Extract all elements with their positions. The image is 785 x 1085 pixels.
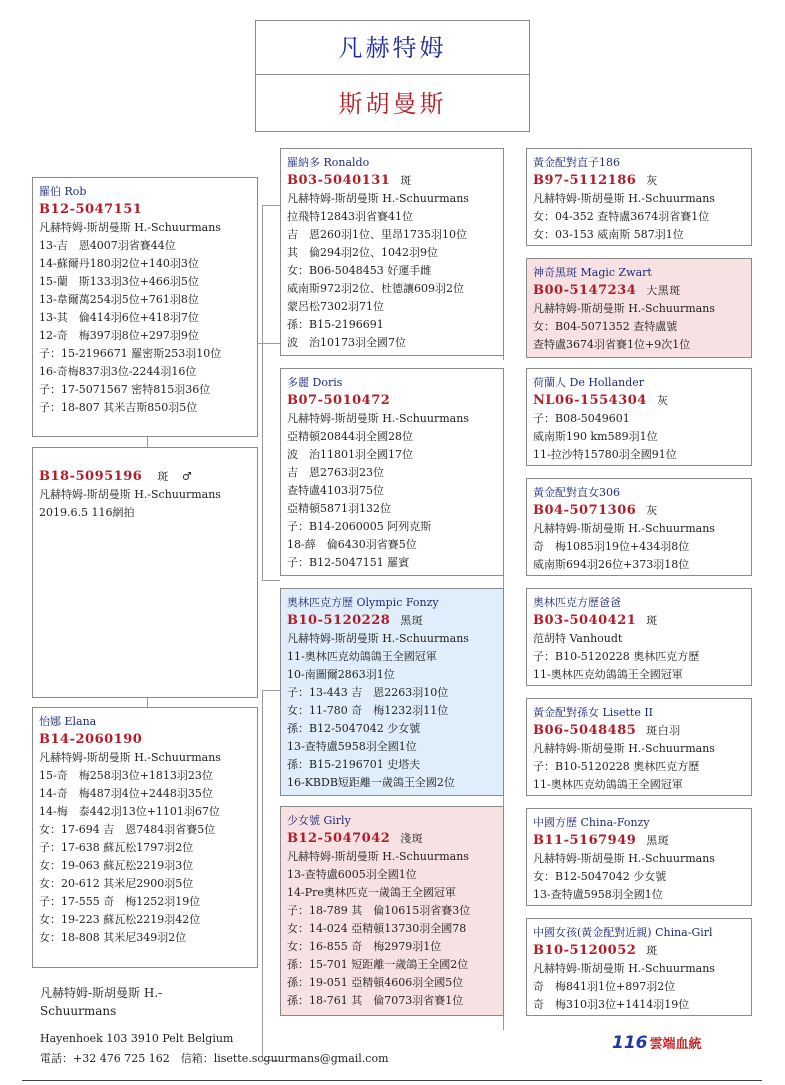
bird-name: 中國方歷 China-Fonzy <box>533 816 650 829</box>
ggp-box-1 <box>526 148 752 246</box>
bird-name: 怡娜 Elana <box>39 715 97 728</box>
ggp-box-2 <box>526 258 752 358</box>
page-subtitle: 斯胡曼斯 <box>338 90 447 118</box>
info-line: 孫：B15-2196691 <box>287 318 384 331</box>
info-line: 凡赫特姆-斯胡曼斯 H.-Schuurmans <box>533 852 715 865</box>
info-line: 14-蘇爾丹180羽2位+140羽3位 <box>39 257 199 270</box>
ggp-box-5 <box>526 588 752 686</box>
dam-box <box>32 707 258 968</box>
info-line: 孫：19-051 亞精頓4606羽全國5位 <box>287 976 464 989</box>
info-line: 子：B10-5120228 奧林匹克方歷 <box>533 760 700 773</box>
info-line: 凡赫特姆-斯胡曼斯 H.-Schuurmans <box>287 632 469 645</box>
info-line: 子：B10-5120228 奧林匹克方歷 <box>533 650 700 663</box>
male-symbol-icon: ♂ <box>181 470 193 483</box>
ring-code: B12-5047042 <box>287 831 391 846</box>
info-line: 其 倫294羽2位、1042羽9位 <box>287 246 438 259</box>
info-line: 凡赫特姆-斯胡曼斯 H.-Schuurmans <box>39 751 221 764</box>
subject-box <box>32 447 258 698</box>
bird-color: 灰 <box>646 504 658 517</box>
bird-name: 羅伯 Rob <box>39 185 87 198</box>
connector-line <box>262 205 263 581</box>
title-box-bottom <box>255 74 530 132</box>
grandsire-paternal-box <box>280 148 504 356</box>
info-line: 14-奇 梅487羽4位+2448羽35位 <box>39 787 213 800</box>
info-line: 16-奇梅837羽3位-2244羽16位 <box>39 365 197 378</box>
info-line: 凡赫特姆-斯胡曼斯 H.-Schuurmans <box>533 522 715 535</box>
bird-color: 淺斑 <box>400 832 424 845</box>
info-line: 蒙呂松7302羽71位 <box>287 300 384 313</box>
connector-line <box>258 343 280 344</box>
ring-number <box>533 172 745 190</box>
info-line: 凡赫特姆-斯胡曼斯 H.-Schuurmans <box>39 488 221 501</box>
info-line: 女：04-352 查特盧3674羽省賽1位 <box>533 210 710 223</box>
ring-code: B04-5071306 <box>533 503 637 518</box>
bird-color: 斑 <box>646 944 658 957</box>
ring-code: B03-5040131 <box>287 173 391 188</box>
ring-number: B14-2060190 <box>39 732 143 747</box>
info-line: 子：B08-5049601 <box>533 412 630 425</box>
info-line: 11-奧林匹克幼鴿鴿王全國冠軍 <box>287 650 437 663</box>
ring-code: B03-5040421 <box>533 613 637 628</box>
info-line: 15-蘭 斯133羽3位+466羽5位 <box>39 275 199 288</box>
contact-info: 電話：+32 476 725 162 信箱：lisette.scguurmans@gmail.com <box>40 1052 389 1065</box>
bird-name: 少女號 Girly <box>287 814 351 827</box>
info-line: 波 治10173羽全國7位 <box>287 336 406 349</box>
info-line: 凡赫特姆-斯胡曼斯 H.-Schuurmans <box>533 302 715 315</box>
ring-number <box>533 282 745 300</box>
info-line: 奇 梅1085羽19位+434羽8位 <box>533 540 690 553</box>
info-line: 14-梅 泰442羽13位+1101羽67位 <box>39 805 220 818</box>
info-line: 子：17-555 奇 梅1252羽19位 <box>39 895 201 908</box>
info-line: 11-奧林匹克幼鴿鴿王全國冠軍 <box>533 668 683 681</box>
bird-name: 黃金配對直女306 <box>533 486 620 499</box>
logo-number: 116 <box>612 1033 648 1053</box>
breeder-name-line1: 凡赫特姆-斯胡曼斯 H.- <box>40 986 163 1000</box>
info-line: 13-其 倫414羽6位+418羽7位 <box>39 311 199 324</box>
page-title: 凡赫特姆 <box>338 34 447 62</box>
connector-line <box>262 690 263 1060</box>
bird-color: 黑斑 <box>400 614 424 627</box>
ring-number <box>287 392 497 410</box>
info-line: 女：18-808 其米尼349羽2位 <box>39 931 187 944</box>
info-line: 11-奧林匹克幼鴿鴿王全國冠軍 <box>533 778 683 791</box>
info-line: 拉飛特12843羽省賽41位 <box>287 210 413 223</box>
ring-number <box>287 612 497 630</box>
info-line: 查特盧3674羽省賽1位+9次1位 <box>533 338 691 351</box>
info-line: 女：19-223 蘇瓦松2219羽42位 <box>39 913 201 926</box>
info-line: 子：18-807 其米吉斯850羽5位 <box>39 401 198 414</box>
info-line: 女：19-063 蘇瓦松2219羽3位 <box>39 859 194 872</box>
info-line: 女：B04-5071352 查特盧號 <box>533 320 678 333</box>
info-line: 子：B14-2060005 阿列克斯 <box>287 520 432 533</box>
info-line: 13-查特盧6005羽全國1位 <box>287 868 417 881</box>
ring-code: NL06-1554304 <box>533 393 647 408</box>
info-line: 女：03-153 威南斯 587羽1位 <box>533 228 684 241</box>
info-line: 12-奇 梅397羽8位+297羽9位 <box>39 329 199 342</box>
info-line: 15-奇 梅258羽3位+1813羽23位 <box>39 769 213 782</box>
grandsire-maternal-box <box>280 588 504 796</box>
info-line: 孫：B12-5047042 少女號 <box>287 722 421 735</box>
info-line: 子：B12-5047151 羅賓 <box>287 556 410 569</box>
ring-number <box>533 722 745 740</box>
ring-number <box>533 612 745 630</box>
info-line: 凡赫特姆-斯胡曼斯 H.-Schuurmans <box>287 192 469 205</box>
ring-number <box>533 392 745 410</box>
connector-line <box>147 697 148 707</box>
ring-number: B12-5047151 <box>39 202 143 217</box>
info-line: 凡赫特姆-斯胡曼斯 H.-Schuurmans <box>287 850 469 863</box>
ring-code: B00-5147234 <box>533 283 637 298</box>
bird-color: 斑 <box>646 614 658 627</box>
ggp-box-7 <box>526 808 752 906</box>
info-line: 孫：B15-2196701 史塔夫 <box>287 758 421 771</box>
sire-box <box>32 177 258 437</box>
info-line: 女：B12-5047042 少女號 <box>533 870 667 883</box>
bird-color: 斑 <box>157 470 169 483</box>
connector-line <box>262 580 280 581</box>
info-line: 威南斯190 km589羽1位 <box>533 430 658 443</box>
bird-color: 斑 <box>400 174 412 187</box>
info-line: 14-Pre奧林匹克一歲鴿王全國冠軍 <box>287 886 456 899</box>
info-line: 凡赫特姆-斯胡曼斯 H.-Schuurmans <box>533 742 715 755</box>
bird-color: 黑斑 <box>646 834 670 847</box>
info-line: 奇 梅841羽1位+897羽2位 <box>533 980 676 993</box>
connector-line <box>262 205 280 206</box>
ring-code: B97-5112186 <box>533 173 637 188</box>
logo-text: 雲端血統 <box>649 1037 702 1052</box>
info-line: 子：18-789 其 倫10615羽省賽3位 <box>287 904 471 917</box>
info-line: 子：15-2196671 羅密斯253羽10位 <box>39 347 222 360</box>
bird-name: 中國女孩(黃金配對近親) China-Girl <box>533 926 713 939</box>
info-line: 16-KBDB短距離一歲鴿王全國2位 <box>287 776 455 789</box>
breeder-name <box>40 984 162 1020</box>
bird-name: 黃金配對直子186 <box>533 156 620 169</box>
ggp-box-3 <box>526 368 752 466</box>
info-line: 子：13-443 吉 恩2263羽10位 <box>287 686 449 699</box>
ggp-box-6 <box>526 698 752 796</box>
ring-code: B06-5048485 <box>533 723 637 738</box>
info-line: 13-查特盧5958羽全國1位 <box>287 740 417 753</box>
ring-code: B07-5010472 <box>287 393 391 408</box>
ring-number <box>533 502 745 520</box>
title-box-top <box>255 20 530 75</box>
info-line: 13-韋爾萬254羽5位+761羽8位 <box>39 293 199 306</box>
info-line: 女：B06-5048453 好運手雌 <box>287 264 432 277</box>
bird-color: 灰 <box>656 394 669 407</box>
bird-name: 黃金配對孫女 Lisette II <box>533 706 654 719</box>
info-line: 吉 恩2763羽23位 <box>287 466 384 479</box>
info-line: 波 治11801羽全國17位 <box>287 448 413 461</box>
info-line: 女：14-024 亞精頓13730羽全國78 <box>287 922 467 935</box>
info-line: 奇 梅310羽3位+1414羽19位 <box>533 998 690 1011</box>
info-line: 13-查特盧5958羽全國1位 <box>533 888 663 901</box>
bird-name: 奧林匹克方歷爸爸 <box>533 596 621 609</box>
info-line: 女：11-780 奇 梅1232羽11位 <box>287 704 449 717</box>
info-line: 孫：18-761 其 倫7073羽省賽1位 <box>287 994 464 1007</box>
info-line: 凡赫特姆-斯胡曼斯 H.-Schuurmans <box>533 962 715 975</box>
breeder-name-line2: Schuurmans <box>40 1004 117 1018</box>
info-line: 2019.6.5 116網拍 <box>39 506 135 519</box>
info-line: 10-南圖爾2863羽1位 <box>287 668 395 681</box>
bird-name: 多麗 Doris <box>287 376 343 389</box>
address: Hayenhoek 103 3910 Pelt Belgium <box>40 1032 234 1045</box>
info-line: 凡赫特姆-斯胡曼斯 H.-Schuurmans <box>287 412 469 425</box>
subject-ring: B18-5095196 <box>39 469 143 484</box>
connector-line <box>262 690 280 691</box>
info-line: 女：17-694 吉 恩7484羽省賽5位 <box>39 823 216 836</box>
info-line: 凡赫特姆-斯胡曼斯 H.-Schuurmans <box>39 221 221 234</box>
ring-code: B10-5120228 <box>287 613 391 628</box>
info-line: 女：16-855 奇 梅2979羽1位 <box>287 940 442 953</box>
ggp-box-4 <box>526 478 752 576</box>
ring-code: B11-5167949 <box>533 833 637 848</box>
ring-code: B10-5120052 <box>533 943 637 958</box>
info-line: 范胡特 Vanhoudt <box>533 632 623 645</box>
ggp-box-8 <box>526 918 752 1016</box>
info-line: 子：17-5071567 密特815羽36位 <box>39 383 211 396</box>
info-line: 子：17-638 蘇瓦松1797羽2位 <box>39 841 194 854</box>
bird-name: 奧林匹克方歷 Olympic Fonzy <box>287 596 439 609</box>
info-line: 11-拉沙特15780羽全國91位 <box>533 448 677 461</box>
ring-number <box>533 832 745 850</box>
bird-name: 神奇黑斑 Magic Zwart <box>533 266 652 279</box>
info-line: 亞精頓20844羽全國28位 <box>287 430 413 443</box>
bird-name: 荷蘭人 De Hollander <box>533 376 645 389</box>
bird-color: 灰 <box>646 174 658 187</box>
ring-number <box>39 468 251 486</box>
ring-number <box>287 172 497 190</box>
info-line: 威南斯972羽2位、杜德讓609羽2位 <box>287 282 464 295</box>
info-line: 吉 恩260羽1位、里昂1735羽10位 <box>287 228 467 241</box>
bird-color: 斑白羽 <box>646 724 681 737</box>
info-line: 威南斯694羽26位+373羽18位 <box>533 558 690 571</box>
info-line: 18-薛 倫6430羽省賽5位 <box>287 538 417 551</box>
granddam-paternal-box <box>280 368 504 576</box>
bottom-divider <box>22 1080 762 1081</box>
ring-number <box>287 830 497 848</box>
info-line: 凡赫特姆-斯胡曼斯 H.-Schuurmans <box>533 192 715 205</box>
info-line: 女：20-612 其米尼2900羽5位 <box>39 877 194 890</box>
info-line: 13-吉 恩4007羽省賽44位 <box>39 239 176 252</box>
info-line: 查特盧4103羽75位 <box>287 484 384 497</box>
granddam-maternal-box <box>280 806 504 1016</box>
info-line: 亞精頓5871羽132位 <box>287 502 391 515</box>
116-logo-icon <box>612 1033 702 1053</box>
bird-color: 大黑斑 <box>646 284 681 297</box>
info-line: 孫：15-701 短距離一歲鴿王全國2位 <box>287 958 469 971</box>
ring-number <box>533 942 745 960</box>
bird-name: 羅納多 Ronaldo <box>287 156 370 169</box>
